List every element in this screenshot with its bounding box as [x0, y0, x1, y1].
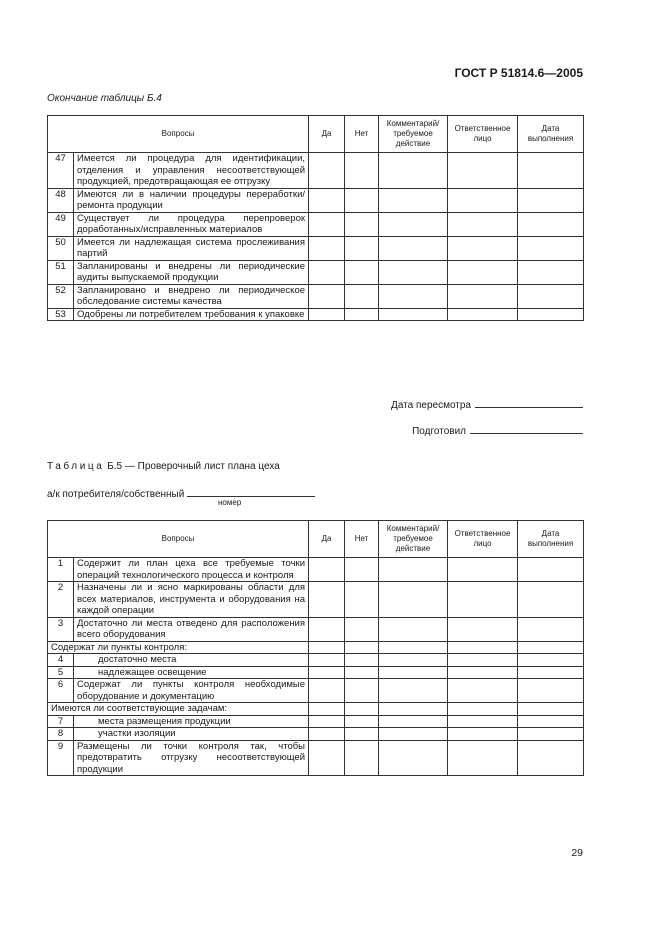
prepared-by-signature [412, 423, 583, 437]
row-number: 9 [48, 740, 74, 776]
checklist-table-b4 [47, 115, 584, 321]
yes-cell [309, 236, 345, 260]
responsible-cell [448, 641, 518, 654]
no-cell [345, 641, 379, 654]
row-number: 1 [48, 558, 74, 582]
responsible-cell [448, 284, 518, 308]
question-text: надлежащее освещение [74, 666, 309, 679]
row-number: 3 [48, 617, 74, 641]
yes-cell [309, 617, 345, 641]
prepared-by-label: Подготовил [412, 426, 466, 437]
no-cell [345, 703, 379, 716]
comment-cell [379, 260, 448, 284]
header-yes: Да [309, 116, 345, 153]
date-cell [518, 715, 584, 728]
yes-cell [309, 715, 345, 728]
date-cell [518, 308, 584, 321]
comment-cell [379, 617, 448, 641]
table-row [48, 308, 584, 321]
header-responsible: Ответственное лицо [448, 521, 518, 558]
date-cell [518, 212, 584, 236]
table-row [48, 703, 584, 716]
comment-cell [379, 188, 448, 212]
row-number: 50 [48, 236, 74, 260]
responsible-cell [448, 236, 518, 260]
prepared-by-line [470, 423, 583, 434]
comment-cell [379, 641, 448, 654]
comment-cell [379, 308, 448, 321]
table-row [48, 641, 584, 654]
comment-cell [379, 703, 448, 716]
question-text: достаточно места [74, 654, 309, 667]
comment-cell [379, 236, 448, 260]
no-cell [345, 728, 379, 741]
table-row [48, 728, 584, 741]
header-date: Дата выполнения [518, 116, 584, 153]
no-cell [345, 308, 379, 321]
no-cell [345, 284, 379, 308]
question-text: Запланировано и внедрено ли периодическое обследование системы качества [74, 284, 309, 308]
yes-cell [309, 728, 345, 741]
table-row [48, 740, 584, 776]
comment-cell [379, 666, 448, 679]
group-heading: Содержат ли пункты контроля: [48, 641, 309, 654]
header-date: Дата выполнения [518, 521, 584, 558]
question-text: Размещены ли точки контроля так, чтобы предотвратить отгрузку несоответствующей продукции [74, 740, 309, 776]
table-row [48, 654, 584, 667]
responsible-cell [448, 188, 518, 212]
no-cell [345, 582, 379, 618]
date-cell [518, 641, 584, 654]
header-comment: Комментарий/ требуемое действие [379, 116, 448, 153]
table-b5-caption [47, 461, 280, 472]
table-row [48, 212, 584, 236]
date-cell [518, 188, 584, 212]
comment-cell [379, 654, 448, 667]
yes-cell [309, 308, 345, 321]
no-cell [345, 558, 379, 582]
date-cell [518, 654, 584, 667]
responsible-cell [448, 728, 518, 741]
no-cell [345, 260, 379, 284]
date-cell [518, 666, 584, 679]
row-number: 2 [48, 582, 74, 618]
no-cell [345, 153, 379, 189]
responsible-cell [448, 558, 518, 582]
table-row [48, 558, 584, 582]
header-responsible: Ответственное лицо [448, 116, 518, 153]
checklist-table-b5 [47, 520, 584, 776]
question-text: Одобрены ли потребителем требования к упаковке [74, 308, 309, 321]
comment-cell [379, 679, 448, 703]
table-row [48, 617, 584, 641]
no-cell [345, 715, 379, 728]
question-text: участки изоляции [74, 728, 309, 741]
comment-cell [379, 582, 448, 618]
review-date-line [475, 397, 583, 408]
no-cell [345, 617, 379, 641]
no-cell [345, 654, 379, 667]
yes-cell [309, 212, 345, 236]
table-row [48, 260, 584, 284]
table-b4-caption: Окончание таблицы Б.4 [47, 93, 162, 104]
responsible-cell [448, 679, 518, 703]
comment-cell [379, 740, 448, 776]
yes-cell [309, 558, 345, 582]
yes-cell [309, 740, 345, 776]
customer-number-line [187, 486, 315, 497]
customer-number-field [47, 486, 315, 500]
date-cell [518, 236, 584, 260]
header-questions: Вопросы [48, 116, 309, 153]
question-text: Назначены ли и ясно маркированы области для всех материалов, инструмента и оборудования на каждой операции [74, 582, 309, 618]
yes-cell [309, 188, 345, 212]
review-date-label: Дата пересмотра [391, 400, 471, 411]
row-number: 6 [48, 679, 74, 703]
yes-cell [309, 260, 345, 284]
header-no: Нет [345, 116, 379, 153]
standard-designation: ГОСТ Р 51814.6—2005 [454, 66, 583, 80]
yes-cell [309, 582, 345, 618]
comment-cell [379, 715, 448, 728]
no-cell [345, 679, 379, 703]
row-number: 8 [48, 728, 74, 741]
yes-cell [309, 666, 345, 679]
header-no: Нет [345, 521, 379, 558]
yes-cell [309, 153, 345, 189]
yes-cell [309, 654, 345, 667]
table-row [48, 715, 584, 728]
table-row [48, 284, 584, 308]
comment-cell [379, 153, 448, 189]
row-number: 49 [48, 212, 74, 236]
table-word: Таблица [47, 461, 105, 472]
date-cell [518, 153, 584, 189]
header-questions: Вопросы [48, 521, 309, 558]
comment-cell [379, 212, 448, 236]
review-date-signature [391, 397, 583, 411]
row-number: 51 [48, 260, 74, 284]
table-b5-title: Б.5 — Проверочный лист плана цеха [104, 461, 280, 472]
yes-cell [309, 679, 345, 703]
table-row [48, 582, 584, 618]
comment-cell [379, 284, 448, 308]
question-text: Содержит ли план цеха все требуемые точки операций технологического процесса и контроля [74, 558, 309, 582]
question-text: Имеются ли в наличии процедуры переработки/ремонта продукции [74, 188, 309, 212]
no-cell [345, 236, 379, 260]
question-text: Достаточно ли места отведено для расположения всего оборудования [74, 617, 309, 641]
responsible-cell [448, 617, 518, 641]
customer-number-label: а/к потребителя/собственный [47, 489, 185, 500]
question-text: Имеется ли надлежащая система прослеживания партий [74, 236, 309, 260]
question-text: Содержат ли пункты контроля необходимые оборудование и документацию [74, 679, 309, 703]
group-heading: Имеются ли соответствующие задачам: [48, 703, 309, 716]
date-cell [518, 582, 584, 618]
table-row [48, 153, 584, 189]
no-cell [345, 212, 379, 236]
header-comment: Комментарий/ требуемое действие [379, 521, 448, 558]
row-number: 53 [48, 308, 74, 321]
yes-cell [309, 703, 345, 716]
responsible-cell [448, 308, 518, 321]
responsible-cell [448, 153, 518, 189]
comment-cell [379, 728, 448, 741]
row-number: 48 [48, 188, 74, 212]
header-yes: Да [309, 521, 345, 558]
responsible-cell [448, 654, 518, 667]
responsible-cell [448, 260, 518, 284]
table-row [48, 666, 584, 679]
table-row [48, 236, 584, 260]
responsible-cell [448, 666, 518, 679]
table-row [48, 188, 584, 212]
date-cell [518, 740, 584, 776]
responsible-cell [448, 715, 518, 728]
row-number: 47 [48, 153, 74, 189]
date-cell [518, 260, 584, 284]
question-text: места размещения продукции [74, 715, 309, 728]
date-cell [518, 558, 584, 582]
customer-number-note: номер [218, 498, 242, 507]
date-cell [518, 679, 584, 703]
question-text: Существует ли процедура перепроверок доработанных/исправленных материалов [74, 212, 309, 236]
responsible-cell [448, 582, 518, 618]
no-cell [345, 740, 379, 776]
question-text: Имеется ли процедура для идентификации, отделения и управления несоответствующей продукцией, предотвращающая ее отгрузку [74, 153, 309, 189]
responsible-cell [448, 740, 518, 776]
row-number: 52 [48, 284, 74, 308]
date-cell [518, 284, 584, 308]
page-number: 29 [571, 847, 583, 859]
row-number: 4 [48, 654, 74, 667]
responsible-cell [448, 212, 518, 236]
yes-cell [309, 641, 345, 654]
no-cell [345, 188, 379, 212]
date-cell [518, 703, 584, 716]
table-row [48, 679, 584, 703]
comment-cell [379, 558, 448, 582]
date-cell [518, 617, 584, 641]
date-cell [518, 728, 584, 741]
question-text: Запланированы и внедрены ли периодические аудиты выпускаемой продукции [74, 260, 309, 284]
row-number: 7 [48, 715, 74, 728]
row-number: 5 [48, 666, 74, 679]
yes-cell [309, 284, 345, 308]
responsible-cell [448, 703, 518, 716]
no-cell [345, 666, 379, 679]
